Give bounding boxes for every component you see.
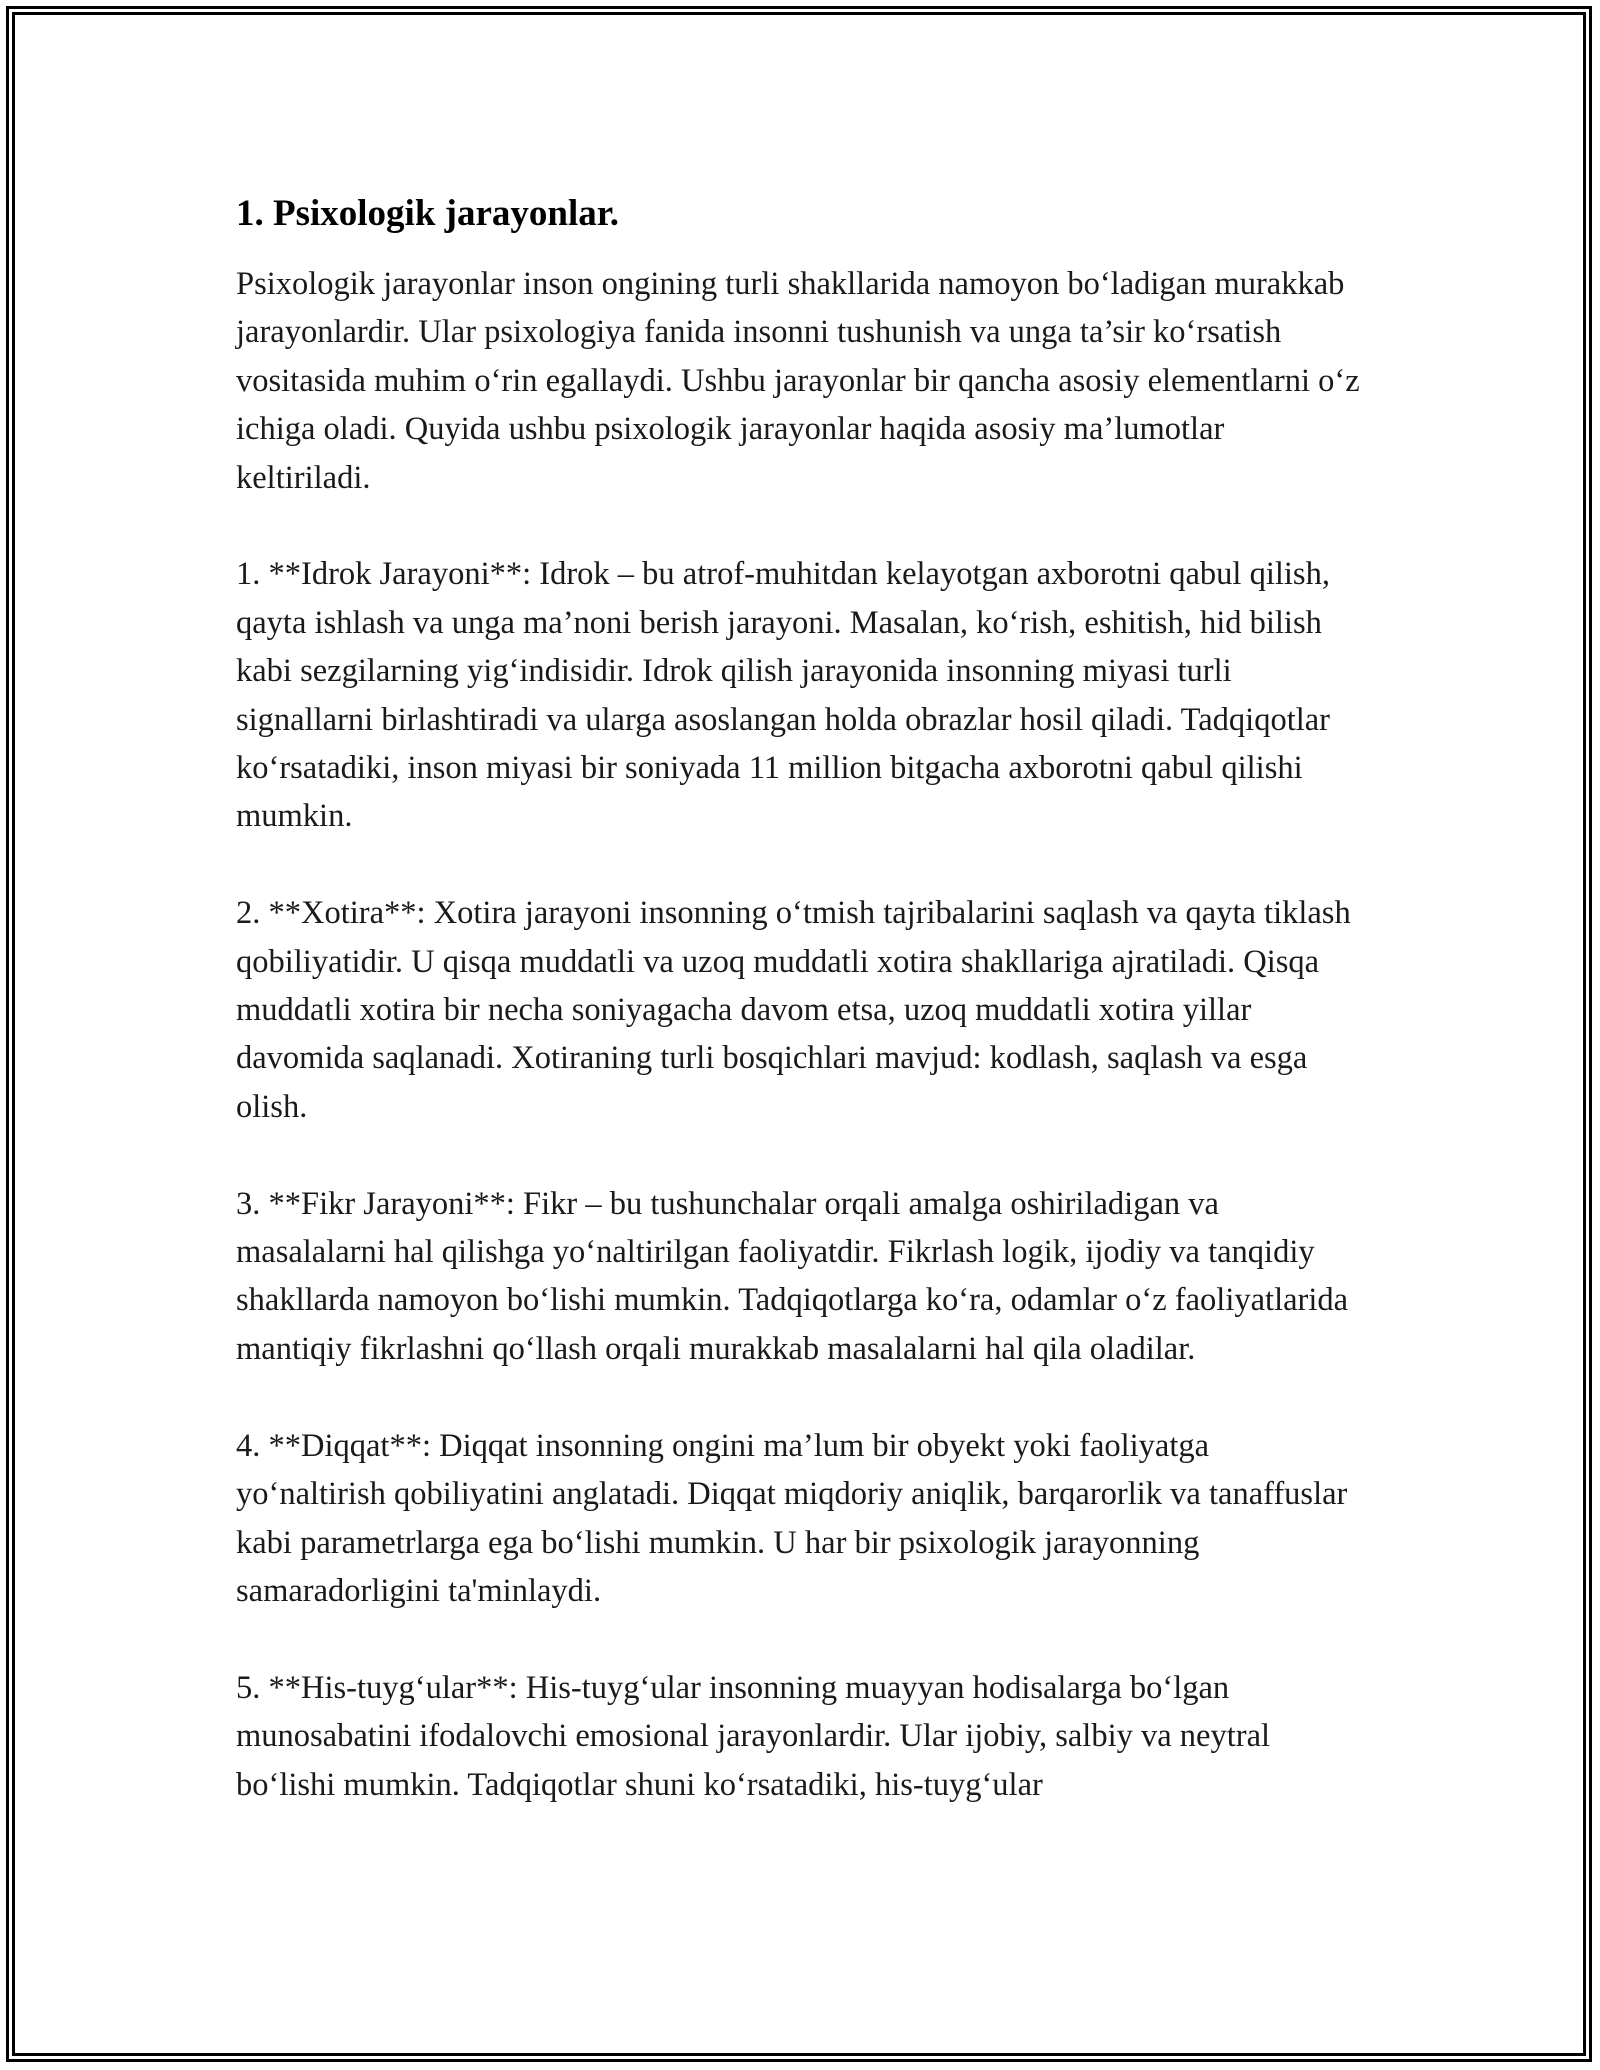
- paragraph-xotira: 2. **Xotira**: Xotira jarayoni insonning o‘tmish tajribalarini saqlash va qayta tiklash qobiliyatidir. U qisqa muddatli va uzoq muddatli xotira shakllariga ajratiladi. Qisqa muddatli xotira bir necha soniyagacha davom etsa, uzoq muddatli xotira yillar davomida saqlanadi. Xotiraning turli bosqichlari mavjud: kodlash, saqlash va esga olish.: [236, 895, 1351, 1125]
- paragraph-fikr: 3. **Fikr Jarayoni**: Fikr – bu tushunchalar orqali amalga oshiriladigan va masalalarni hal qilishga yo‘naltirilgan faoliyatdir. Fikrlash logik, ijodiy va tanqidiy shakllarda namoyon bo‘lishi mumkin. Tadqiqotlarga ko‘ra, odamlar o‘z faoliyatlarida mantiqiy fikrlashni qo‘llash orqali murakkab masalalarni hal qila oladilar.: [236, 1185, 1349, 1367]
- intro-paragraph: Psixologik jarayonlar inson ongining turli shakllarida namoyon bo‘ladigan murakkab jarayonlardir. Ular psixologiya fanida insonni tushunish va unga ta’sir ko‘rsatish vositasida muhim o‘rin egallaydi. Ushbu jarayonlar bir qancha asosiy elementlarni o‘z ichiga oladi. Quyida ushbu psixologik jarayonlar haqida asosiy ma’lumotlar keltiriladi.: [236, 266, 1360, 496]
- document-title: 1. Psixologik jarayonlar.: [236, 193, 620, 234]
- paragraph-his-tuygular: 5. **His-tuyg‘ular**: His-tuyg‘ular insonning muayyan hodisalarga bo‘lgan munosabatini ifodalovchi emosional jarayonlardir. Ular ijobiy, salbiy va neytral bo‘lishi mumkin. Tadqiqotlar shuni ko‘rsatadiki, his-tuyg‘ular: [236, 1669, 1271, 1803]
- paragraph-idrok: 1. **Idrok Jarayoni**: Idrok – bu atrof-muhitdan kelayotgan axborotni qabul qilish, qayta ishlash va unga ma’noni berish jarayoni. Masalan, ko‘rish, eshitish, hid bilish kabi sezgilarning yig‘indisidir. Idrok qilish jarayonida insonning miyasi turli signallarni birlashtiradi va ularga asoslangan holda obrazlar hosil qiladi. Tadqiqotlar ko‘rsatadiki, inson miyasi bir soniyada 11 million bitgacha axborotni qabul qilishi mumkin.: [236, 556, 1331, 835]
- paragraph-diqqat: 4. **Diqqat**: Diqqat insonning ongini ma’lum bir obyekt yoki faoliyatga yo‘naltirish qobiliyatini anglatadi. Diqqat miqdoriy aniqlik, barqarorlik va tanaffuslar kabi parametrlarga ega bo‘lishi mumkin. U har bir psixologik jarayonning samaradorligini ta'minlaydi.: [236, 1427, 1348, 1609]
- document-body: [236, 190, 1366, 1809]
